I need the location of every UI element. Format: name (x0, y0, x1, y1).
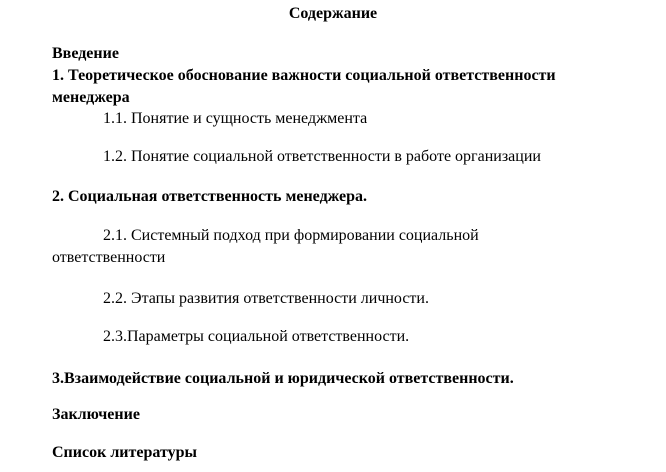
toc-conclusion: Заключение (52, 406, 140, 423)
toc-section-3: 3.Взаимодействие социальной и юридической ответственности. (52, 370, 514, 387)
toc-section-1: 1. Теоретическое обоснование важности социальной ответственности (52, 67, 556, 84)
toc-item-1-2: 1.2. Понятие социальной ответственности в работе организации (103, 148, 541, 165)
toc-item-1-1: 1.1. Понятие и сущность менеджмента (103, 110, 368, 127)
toc-references: Список литературы (52, 444, 197, 461)
toc-item-2-1: 2.1. Системный подход при формировании социальной (103, 227, 479, 244)
toc-intro: Введение (52, 45, 119, 62)
toc-section-1-cont: менеджера (52, 89, 130, 106)
page-title: Содержание (288, 5, 378, 22)
toc-item-2-3: 2.3.Параметры социальной ответственности. (103, 328, 410, 345)
toc-item-2-1-cont: ответственности (52, 249, 166, 266)
toc-item-2-2: 2.2. Этапы развития ответственности личности. (103, 290, 429, 307)
toc-section-2: 2. Социальная ответственность менеджера. (52, 188, 368, 205)
